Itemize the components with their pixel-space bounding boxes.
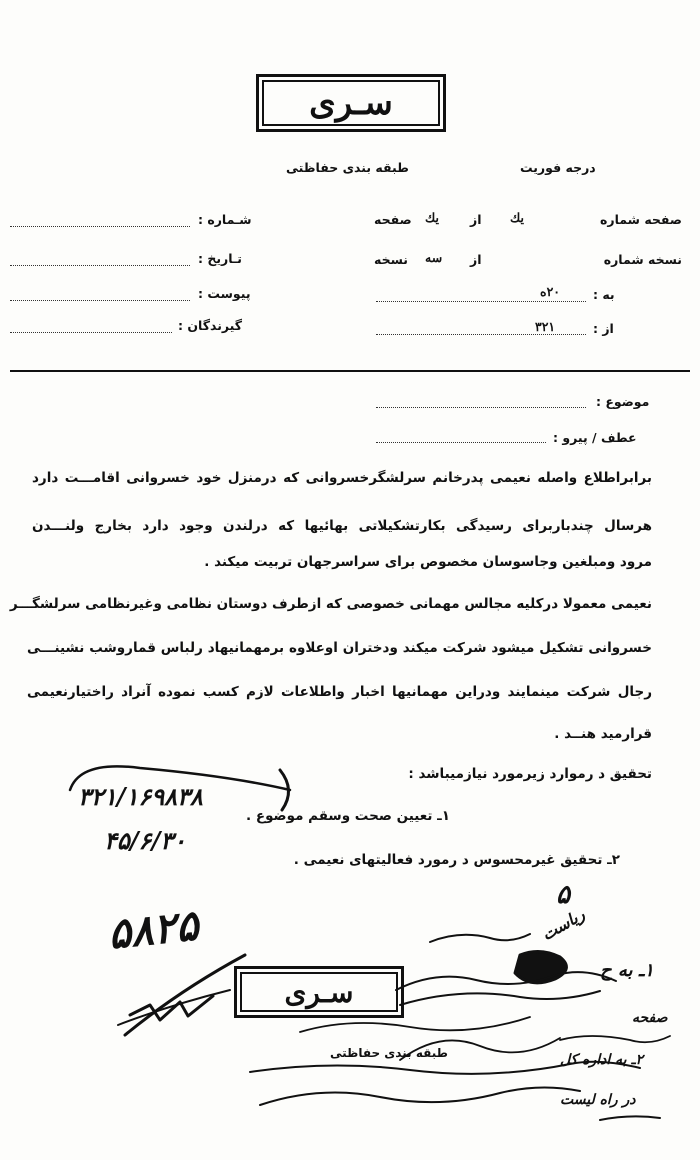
recipients-dotted-line: [10, 332, 172, 333]
body-line-2: هرسال چندباربرای رسیدگی بکارتشکیلاتی بهائیها که درلندن وجود دارد بخارج ولنـــدن: [32, 518, 652, 534]
handwritten-ref-number: ۳۲۱/۱۶۹۸۳۸: [78, 782, 203, 811]
protection-class-label: طبقه بندی حفاظتی: [286, 160, 409, 175]
reference-dotted-line: [376, 442, 546, 443]
to-label: به :: [593, 287, 615, 302]
body-line-3: مرود ومبلغین وجاسوسان مخصوص برای سراسرجهان تربیت میکند .: [204, 554, 652, 570]
recipients-label: گیرندگان :: [178, 318, 243, 333]
copy-of-label: از: [470, 252, 482, 267]
body-line-4: نعیمی معمولا درکلیه مجالس مهمانی خصوصی که ازطرف دوستان نظامی وغیرنظامی سرلشگـــر: [9, 596, 652, 612]
handwritten-note-3: صفحه: [632, 1010, 668, 1026]
handwritten-note-2: ۱ـ به ح: [600, 960, 654, 981]
number-dotted-line: [10, 226, 190, 227]
handwritten-note-top: ۵: [556, 880, 570, 910]
body-line-7: قرارمید هنــد .: [554, 726, 652, 742]
header-divider: [10, 370, 690, 372]
handwritten-ref-date: ۴۵/۶/۳۰: [104, 826, 186, 855]
page-unit-label: صفحه: [374, 212, 412, 227]
copy-total-value: سه: [425, 250, 443, 265]
attachment-dotted-line: [10, 300, 190, 301]
handwritten-note-1: ریاست: [538, 904, 588, 945]
to-value: ۲۰ه: [540, 284, 560, 299]
classification-stamp-top: [256, 74, 446, 132]
copy-number-label: نسخه شماره: [603, 252, 682, 267]
body-line-6: رجال شرکت مینمایند ودراین مهمانیها اخبار واطلاعات لازم کسب نموده آنراد راختیارنعیمی: [27, 684, 652, 700]
page-number-label: صفحه شماره: [600, 212, 682, 227]
date-dotted-line: [10, 265, 190, 266]
copy-unit-label: نسخه: [374, 252, 409, 267]
from-label: از :: [593, 321, 614, 336]
classification-stamp-bottom: [234, 966, 404, 1018]
classification-stamp-bottom-text: سـری: [240, 972, 398, 1012]
body-line-1: برابراطلاع واصله نعیمی پدرخانم سرلشگرخسروانی که درمنزل خود خسروانی اقامـــت دارد: [32, 470, 652, 486]
urgency-label: درجه فوریت: [520, 160, 596, 175]
page-total-value: یك: [425, 210, 440, 225]
from-value: ۳۲۱: [535, 319, 556, 334]
date-label: تـاریخ :: [198, 251, 242, 266]
classification-stamp-text: سـری: [262, 80, 440, 126]
item-2: ۲ـ تحقیق غیرمحسوس د رمورد فعالیتهای نعیمی .: [293, 852, 620, 868]
handwritten-note-5: در راه لیست: [560, 1092, 636, 1108]
request-line: تحقیق د رموارد زیرمورد نیازمیباشد :: [408, 766, 652, 782]
subject-label: موضوع :: [596, 394, 650, 409]
page-of-label: از: [470, 212, 482, 227]
number-label: شـماره :: [198, 212, 252, 227]
from-dotted-line: [376, 334, 586, 335]
stamp-bottom-caption: طبقه بندی حفاظتی: [330, 1046, 448, 1060]
item-1: ۱ـ تعیین صحت وسقم موضوع .: [246, 808, 450, 824]
body-line-5: خسروانی تشکیل میشود شرکت میکند ودختران اوعلاوه برمهمانیهاد رلباس قماروشب نشینـــی: [27, 640, 652, 656]
attachment-label: پیوست :: [198, 286, 251, 301]
handwritten-note-4: ۲ـ به اداره کل: [560, 1052, 644, 1068]
page-number-value: یك: [510, 210, 525, 225]
reference-label: عطف / پیرو :: [553, 430, 637, 445]
to-dotted-line: [376, 301, 586, 302]
subject-dotted-line: [376, 407, 586, 408]
handwritten-big-number: ۵۸۲۵: [105, 900, 201, 959]
